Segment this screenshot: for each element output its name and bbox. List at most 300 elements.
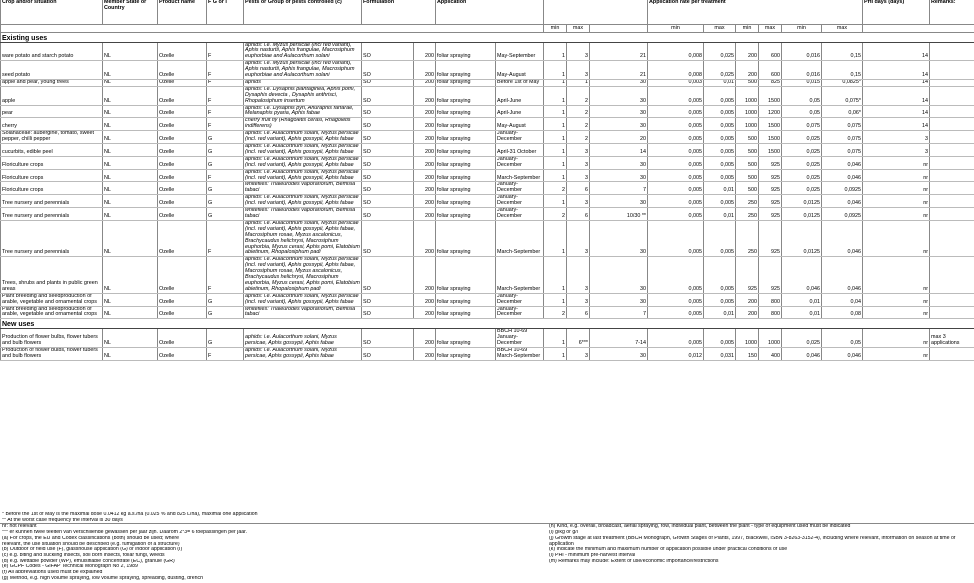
table-row [1,105,974,118]
interval-cell: 30 [590,220,648,256]
dose-min-cell: 0,0125 [782,195,822,208]
dose-max-cell: 0,05 [822,329,863,348]
remarks-cell [930,220,974,256]
pests-cell: aphids: i.e. Dysaphis plantaginea, Aphis pomi, Dysaphis devecta , Dysaphis anthrisci, Rhopalosiphum insertum [244,86,362,105]
rate-min-cell: 0,008 [648,61,704,80]
applications-min-cell: 1 [544,169,567,182]
fgi-cell: F [207,220,244,256]
dose-min-cell: 0,075 [782,118,822,131]
water-min-cell: 925 [736,257,759,293]
phi-cell: 14 [863,86,930,105]
member-state-cell: NL [103,329,158,348]
water-min-cell: 500 [736,131,759,144]
concentration-cell: 200 [414,131,436,144]
product-cell: Ozelle [158,348,207,361]
interval-cell: 7 [590,182,648,195]
concentration-cell: 200 [414,257,436,293]
footnote: (m) Remarks may include: Extent of use/economic importance/restrictions [549,558,719,564]
footnotes-left [0,524,547,581]
formulation-cell: SO [362,195,414,208]
phi-cell: nr [863,257,930,293]
rate-min-cell: 0,012 [648,348,704,361]
water-min-cell: 200 [736,61,759,80]
table-row [1,61,974,80]
remarks-cell [930,257,974,293]
dose-max-cell: 0,046 [822,169,863,182]
phi-cell: nr [863,220,930,256]
method-cell: foliar spraying [436,195,496,208]
rate-max-cell: 0,005 [704,257,736,293]
rate-max-cell: 0,005 [704,156,736,169]
footnotes-top [0,512,974,524]
phi-cell: 14 [863,79,930,86]
dose-max-cell: 0,04 [822,293,863,306]
method-cell: foliar spraying [436,86,496,105]
formulation-cell: SO [362,348,414,361]
remarks-cell: max 3 applications [930,329,974,348]
water-max-cell: 825 [759,79,782,86]
method-cell: foliar spraying [436,79,496,86]
subheader-row [1,24,974,32]
dose-max-cell: 0,06* [822,105,863,118]
pests-cell: aphids: i.e. Aulacorthum solani, Myzus persicae, Aphis gossypii, Aphis fabae [244,348,362,361]
phi-cell: nr [863,306,930,319]
phi-cell: nr [863,169,930,182]
water-min-cell: 1000 [736,105,759,118]
fgi-cell: F [207,169,244,182]
timing-cell: March-September [496,220,544,256]
phi-cell: 3 [863,131,930,144]
water-min-cell: 500 [736,144,759,157]
method-cell: foliar spraying [436,169,496,182]
header-application-blank [544,0,648,24]
formulation-cell: SO [362,306,414,319]
applications-min-cell: 1 [544,329,567,348]
timing-cell: March-September [496,257,544,293]
rate-min-cell: 0,005 [648,144,704,157]
pests-cell: aphids: i.e. Myzus persicae (incl red variant), Aphis nasturtii, Aphis frangulae, Macrosiphum euphorbiae and Aulacorthum solani [244,61,362,80]
dose-max-cell: 0,0925 [822,182,863,195]
dose-min-cell: 0,0125 [782,208,822,221]
water-max-cell: 925 [759,156,782,169]
interval-cell: 14 [590,144,648,157]
dose-min-cell: 0,01 [782,293,822,306]
method-cell: foliar spraying [436,293,496,306]
applications-max-cell: 2 [567,118,590,131]
water-max-cell: 800 [759,293,782,306]
applications-max-cell: 2 [567,105,590,118]
footnote: *** er kunnen twee teelten van verschillende gewassen per jaar zijn. Daarom 2*3= 6 toepassingen per jaar. [2,530,247,536]
crop-cell: Solanaceae: aubergine, tomato, sweet pepper, chilli pepper [1,131,103,144]
timing-cell: January-December [496,182,544,195]
applications-max-cell: 3 [567,257,590,293]
crop-cell: apple [1,86,103,105]
interval-cell: 10/30 ** [590,208,648,221]
applications-min-cell: 1 [544,293,567,306]
water-max-cell: 1200 [759,105,782,118]
water-max-cell: 1000 [759,329,782,348]
applications-min-cell: 1 [544,144,567,157]
phi-cell: nr [863,195,930,208]
applications-max-cell: 3 [567,220,590,256]
concentration-cell: 200 [414,118,436,131]
interval-cell: 30 [590,195,648,208]
rate-min-cell: 0,005 [648,293,704,306]
pests-cell: aphids: i.e. Dysaphis pyri, Anuraphis farfarae, Melanaphis pyaria, Aphis fabae [244,105,362,118]
water-min-cell: 200 [736,293,759,306]
table-row [1,42,974,61]
applications-max-cell: 6 [567,208,590,221]
dose-max-cell: 0,15 [822,42,863,61]
pests-cell: aphids: i.e. Aulacorthum solani, Myzus persicae, Aphis gossypii, Aphis fabae [244,329,362,348]
formulation-cell: SO [362,131,414,144]
dose-max-cell: 0,046 [822,156,863,169]
fgi-cell: F [207,61,244,80]
concentration-cell: 200 [414,105,436,118]
formulation-cell: SO [362,42,414,61]
remarks-cell [930,131,974,144]
table-row [1,86,974,105]
table-row [1,208,974,221]
pests-cell: aphids: i.e. Aulacorthum solani, Myzus persicae (incl. red variant), Aphis gossypii, Aphis fabae [244,144,362,157]
water-max-cell: 925 [759,208,782,221]
interval-cell: 30 [590,86,648,105]
member-state-cell: NL [103,220,158,256]
product-cell: Ozelle [158,257,207,293]
applications-max-cell: 3 [567,348,590,361]
remarks-cell [930,293,974,306]
applications-min-cell: 1 [544,86,567,105]
crop-cell: Tree nursery and perennials [1,208,103,221]
rate-max-cell: 0,01 [704,306,736,319]
formulation-cell: SO [362,182,414,195]
pests-cell: aphids: i.e. Aulacorthum solani, Myzus persicae (incl. red variant), Aphis gossypii, Aphis fabae, Macrosiphum rosae, Myzus ascalonicus, Brachycaudus helichrysi, Macrosiphum euphorbia, Myzus cerasi, Aphis pomi, Elatobium abietinum, Rhopalosiphum padi [245,256,360,292]
applications-max-cell: 3 [567,156,590,169]
method-cell: foliar spraying [436,208,496,221]
method-cell: foliar spraying [436,42,496,61]
rate-max-cell: 0,005 [704,86,736,105]
applications-max-cell: 6 [567,182,590,195]
rate-min-cell: 0,005 [648,105,704,118]
applications-max-cell: 3 [567,144,590,157]
interval-cell: 7-14 [590,329,648,348]
table-row [1,118,974,131]
water-min-cell: 500 [736,182,759,195]
member-state-cell: NL [103,61,158,80]
product-cell: Ozelle [158,79,207,86]
applications-max-cell: 3 [567,293,590,306]
fgi-cell: F [207,105,244,118]
method-cell: foliar spraying [436,105,496,118]
pests-cell: aphids: i.e. Aulacorthum solani, Myzus persicae (incl. red variant), Aphis gossypii, Aphis fabae [244,293,362,306]
method-cell: foliar spraying [436,118,496,131]
dose-max-cell: 0,075 [822,118,863,131]
table-row [1,169,974,182]
timing-cell: January-December [496,156,544,169]
formulation-cell: SO [362,257,414,293]
applications-min-cell: 1 [544,61,567,80]
rate-min-cell: 0,005 [648,329,704,348]
member-state-cell: NL [103,118,158,131]
remarks-cell [930,144,974,157]
water-max-cell: 800 [759,306,782,319]
timing-cell: May-August [496,61,544,80]
footnote: relevant, the use situation should be described (e.g. fumigation of a structure) [2,541,180,547]
dose-max-cell: 0,046 [822,195,863,208]
applications-max-cell: 1 [567,79,590,86]
phi-cell: nr [863,329,930,348]
subheader-min: min [648,24,704,32]
remarks-cell [930,61,974,80]
fgi-cell: G [207,208,244,221]
dose-max-cell: 0,08 [822,306,863,319]
formulation-cell: SO [362,329,414,348]
remarks-cell [930,169,974,182]
fgi-cell: G [207,306,244,319]
rate-min-cell: 0,005 [648,208,704,221]
member-state-cell: NL [103,169,158,182]
formulation-cell: SO [362,144,414,157]
interval-cell: 30 [590,118,648,131]
header-application: Application [436,0,544,24]
member-state-cell: NL [103,105,158,118]
fgi-cell: F [207,79,244,86]
concentration-cell: 200 [414,156,436,169]
method-cell: foliar spraying [436,348,496,361]
phi-cell: 3 [863,144,930,157]
fgi-cell: F [207,118,244,131]
dose-min-cell: 0,01 [782,306,822,319]
pests-cell: whiteflies: Trialeurodes vaporariorum, Bemisia tabaci [244,306,362,319]
fgi-cell: F [207,42,244,61]
water-max-cell: 925 [759,257,782,293]
rate-min-cell: 0,005 [648,195,704,208]
product-cell: Ozelle [158,156,207,169]
concentration-cell: 200 [414,182,436,195]
interval-cell: 30 [590,156,648,169]
fgi-cell: G [207,293,244,306]
dose-min-cell: 0,025 [782,156,822,169]
water-min-cell: 1000 [736,329,759,348]
rate-max-cell: 0,005 [704,169,736,182]
footnote: (b) Outdoor or field use (F), glasshouse application (G) or indoor application (I) [2,547,183,553]
rate-max-cell: 0,005 [704,293,736,306]
method-cell: foliar spraying [436,257,496,293]
footnote: (a) For crops, the EU and Codex classifications (both) should be used; where [2,535,180,541]
remarks-cell [930,182,974,195]
remarks-cell [930,118,974,131]
concentration-cell: 200 [414,293,436,306]
concentration-cell: 200 [414,348,436,361]
interval-cell: 30 [590,79,648,86]
footnote: (e) GCPF Codes - GIFAP Technical Monograph No 2, 1989 [2,564,138,570]
remarks-cell [930,195,974,208]
timing-cell: BBCH 10-69 January-December [496,329,544,348]
crop-cell: Floriculture crops [1,169,103,182]
dose-min-cell: 0,016 [782,42,822,61]
table-row [1,293,974,306]
applications-min-cell: 1 [544,195,567,208]
water-min-cell: 500 [736,169,759,182]
member-state-cell: NL [103,79,158,86]
water-min-cell: 250 [736,195,759,208]
header-row [1,0,974,24]
footnote: (d) e.g. wettable powder (WP), emulsifiable concentrate (EC), granule (GR) [2,558,175,564]
phi-cell: 14 [863,61,930,80]
interval-cell: 30 [590,348,648,361]
water-max-cell: 400 [759,348,782,361]
table-row [1,182,974,195]
dose-max-cell: 0,0825* [822,79,863,86]
method-cell: foliar spraying [436,144,496,157]
product-cell: Ozelle [158,195,207,208]
footnote: * Before the 1st of May is the maximal dose 0.0412 kg a.s./ha (0.025 % and 825 L/ha), maximal one application [2,512,258,517]
applications-max-cell: 3 [567,195,590,208]
dose-min-cell: 0,0125 [782,220,822,256]
remarks-cell [930,208,974,221]
water-min-cell: 200 [736,42,759,61]
water-max-cell: 925 [759,195,782,208]
header-remarks: Remarks: [930,0,974,24]
water-min-cell: 500 [736,79,759,86]
formulation-cell: SO [362,79,414,86]
concentration-cell: 200 [414,195,436,208]
rate-max-cell: 0,005 [704,118,736,131]
crop-cell: apple and pear, young trees [1,79,103,86]
water-min-cell: 250 [736,220,759,256]
member-state-cell: NL [103,144,158,157]
rate-min-cell: 0,003 [648,79,704,86]
product-cell: Ozelle [158,118,207,131]
concentration-cell: 200 [414,220,436,256]
phi-cell: nr [863,182,930,195]
fgi-cell: G [207,182,244,195]
header-crop: Crop and/or situation [1,0,103,24]
section-row [1,319,974,329]
water-min-cell: 500 [736,156,759,169]
timing-cell: April-June [496,86,544,105]
product-cell: Ozelle [158,42,207,61]
timing-cell: January-December [496,306,544,319]
applications-min-cell: 1 [544,118,567,131]
applications-min-cell: 1 [544,42,567,61]
concentration-cell: 200 [414,61,436,80]
fgi-cell: G [207,144,244,157]
applications-max-cell: 3 [567,42,590,61]
pests-cell: aphids: i.e. Aulacorthum solani, Myzus persicae (incl. red variant), Aphis gossypii, Aphis fabae [244,156,362,169]
crop-cell: cherry [1,118,103,131]
product-cell: Ozelle [158,293,207,306]
dose-max-cell: 0,075 [822,131,863,144]
applications-min-cell: 2 [544,208,567,221]
rate-max-cell: 0,005 [704,220,736,256]
pests-cell: aphids [244,79,362,86]
rate-min-cell: 0,005 [648,257,704,293]
crop-cell: Tree nursery and perennials [1,195,103,208]
footnotes [0,512,974,581]
pests-cell: whiteflies: Trialeurodes vaporariorum, Bemisia tabaci [244,182,362,195]
rate-max-cell: 0,005 [704,131,736,144]
footnote: (l) PHI - minimum pre-harvest interval [549,552,636,558]
dose-min-cell: 0,016 [782,61,822,80]
product-cell: Ozelle [158,169,207,182]
dose-min-cell: 0,025 [782,144,822,157]
dose-max-cell: 0,046 [822,257,863,293]
applications-min-cell: 1 [544,105,567,118]
interval-cell: 21 [590,61,648,80]
phi-cell: nr [863,293,930,306]
table-row [1,195,974,208]
method-cell: foliar spraying [436,220,496,256]
fgi-cell: F [207,257,244,293]
rate-min-cell: 0,005 [648,182,704,195]
product-cell: Ozelle [158,61,207,80]
rate-min-cell: 0,005 [648,156,704,169]
interval-cell: 30 [590,257,648,293]
concentration-cell: 200 [414,144,436,157]
water-min-cell: 1000 [736,118,759,131]
remarks-cell [930,42,974,61]
timing-cell: May-August [496,118,544,131]
applications-max-cell: 3 [567,169,590,182]
member-state-cell: NL [103,306,158,319]
header-rate: Application rate per treatment [648,0,863,24]
crop-cell: Plant breeding and seedproduction of arable, vegetable and ornamental crops [1,306,103,319]
header-product: Product name [158,0,207,24]
rate-max-cell: 0,005 [704,195,736,208]
formulation-cell: SO [362,208,414,221]
interval-cell: 30 [590,169,648,182]
table-row [1,156,974,169]
applications-min-cell: 2 [544,182,567,195]
rate-max-cell: 0,005 [704,144,736,157]
remarks-cell [930,348,974,361]
subheader-min: min [782,24,822,32]
concentration-cell: 200 [414,86,436,105]
gap-body [1,32,974,360]
crop-cell: cucurbits, edible peel [1,144,103,157]
subheader-max: max [567,24,590,32]
section-title: Existing uses [1,32,974,42]
member-state-cell: NL [103,348,158,361]
concentration-cell: 200 [414,329,436,348]
water-max-cell: 925 [759,169,782,182]
phi-cell: 14 [863,42,930,61]
water-min-cell: 150 [736,348,759,361]
water-max-cell: 1500 [759,144,782,157]
formulation-cell: SO [362,169,414,182]
footnote: (j) Growth stage at last treatment (BBCH Monograph, Growth Stages of Plants, 1997, Blackwell, ISBN 3-8263-3152-4), including where relevant, information on season at time of application [549,535,956,547]
formulation-cell: SO [362,86,414,105]
fgi-cell: G [207,131,244,144]
pests-cell: aphids: i.e. Aulacorthum solani, Myzus persicae (incl. red variant), Aphis gossypii, Aphis fabae, Macrosiphum rosae, Myzus ascalonicus, Brachycaudus helichrysi, Macrosiphum euphorbia, Myzus cerasi, Aphis pomi, Elatobium abietinum, Rhopalosiphum padi [245,220,360,256]
footnote: (c) e.g. biting and suckling insects, soil born insects, foliar fungi, weeds [2,552,165,558]
product-cell: Ozelle [158,306,207,319]
fgi-cell: G [207,329,244,348]
method-cell: foliar spraying [436,329,496,348]
phi-cell: 14 [863,118,930,131]
dose-max-cell: 0,075 [822,144,863,157]
rate-max-cell: 0,025 [704,42,736,61]
applications-max-cell: 3 [567,61,590,80]
product-cell: Ozelle [158,131,207,144]
remarks-cell [930,105,974,118]
rate-min-cell: 0,008 [648,42,704,61]
section-title: New uses [1,319,974,329]
remarks-cell [930,306,974,319]
dose-min-cell: 0,025 [782,329,822,348]
applications-min-cell: 1 [544,156,567,169]
